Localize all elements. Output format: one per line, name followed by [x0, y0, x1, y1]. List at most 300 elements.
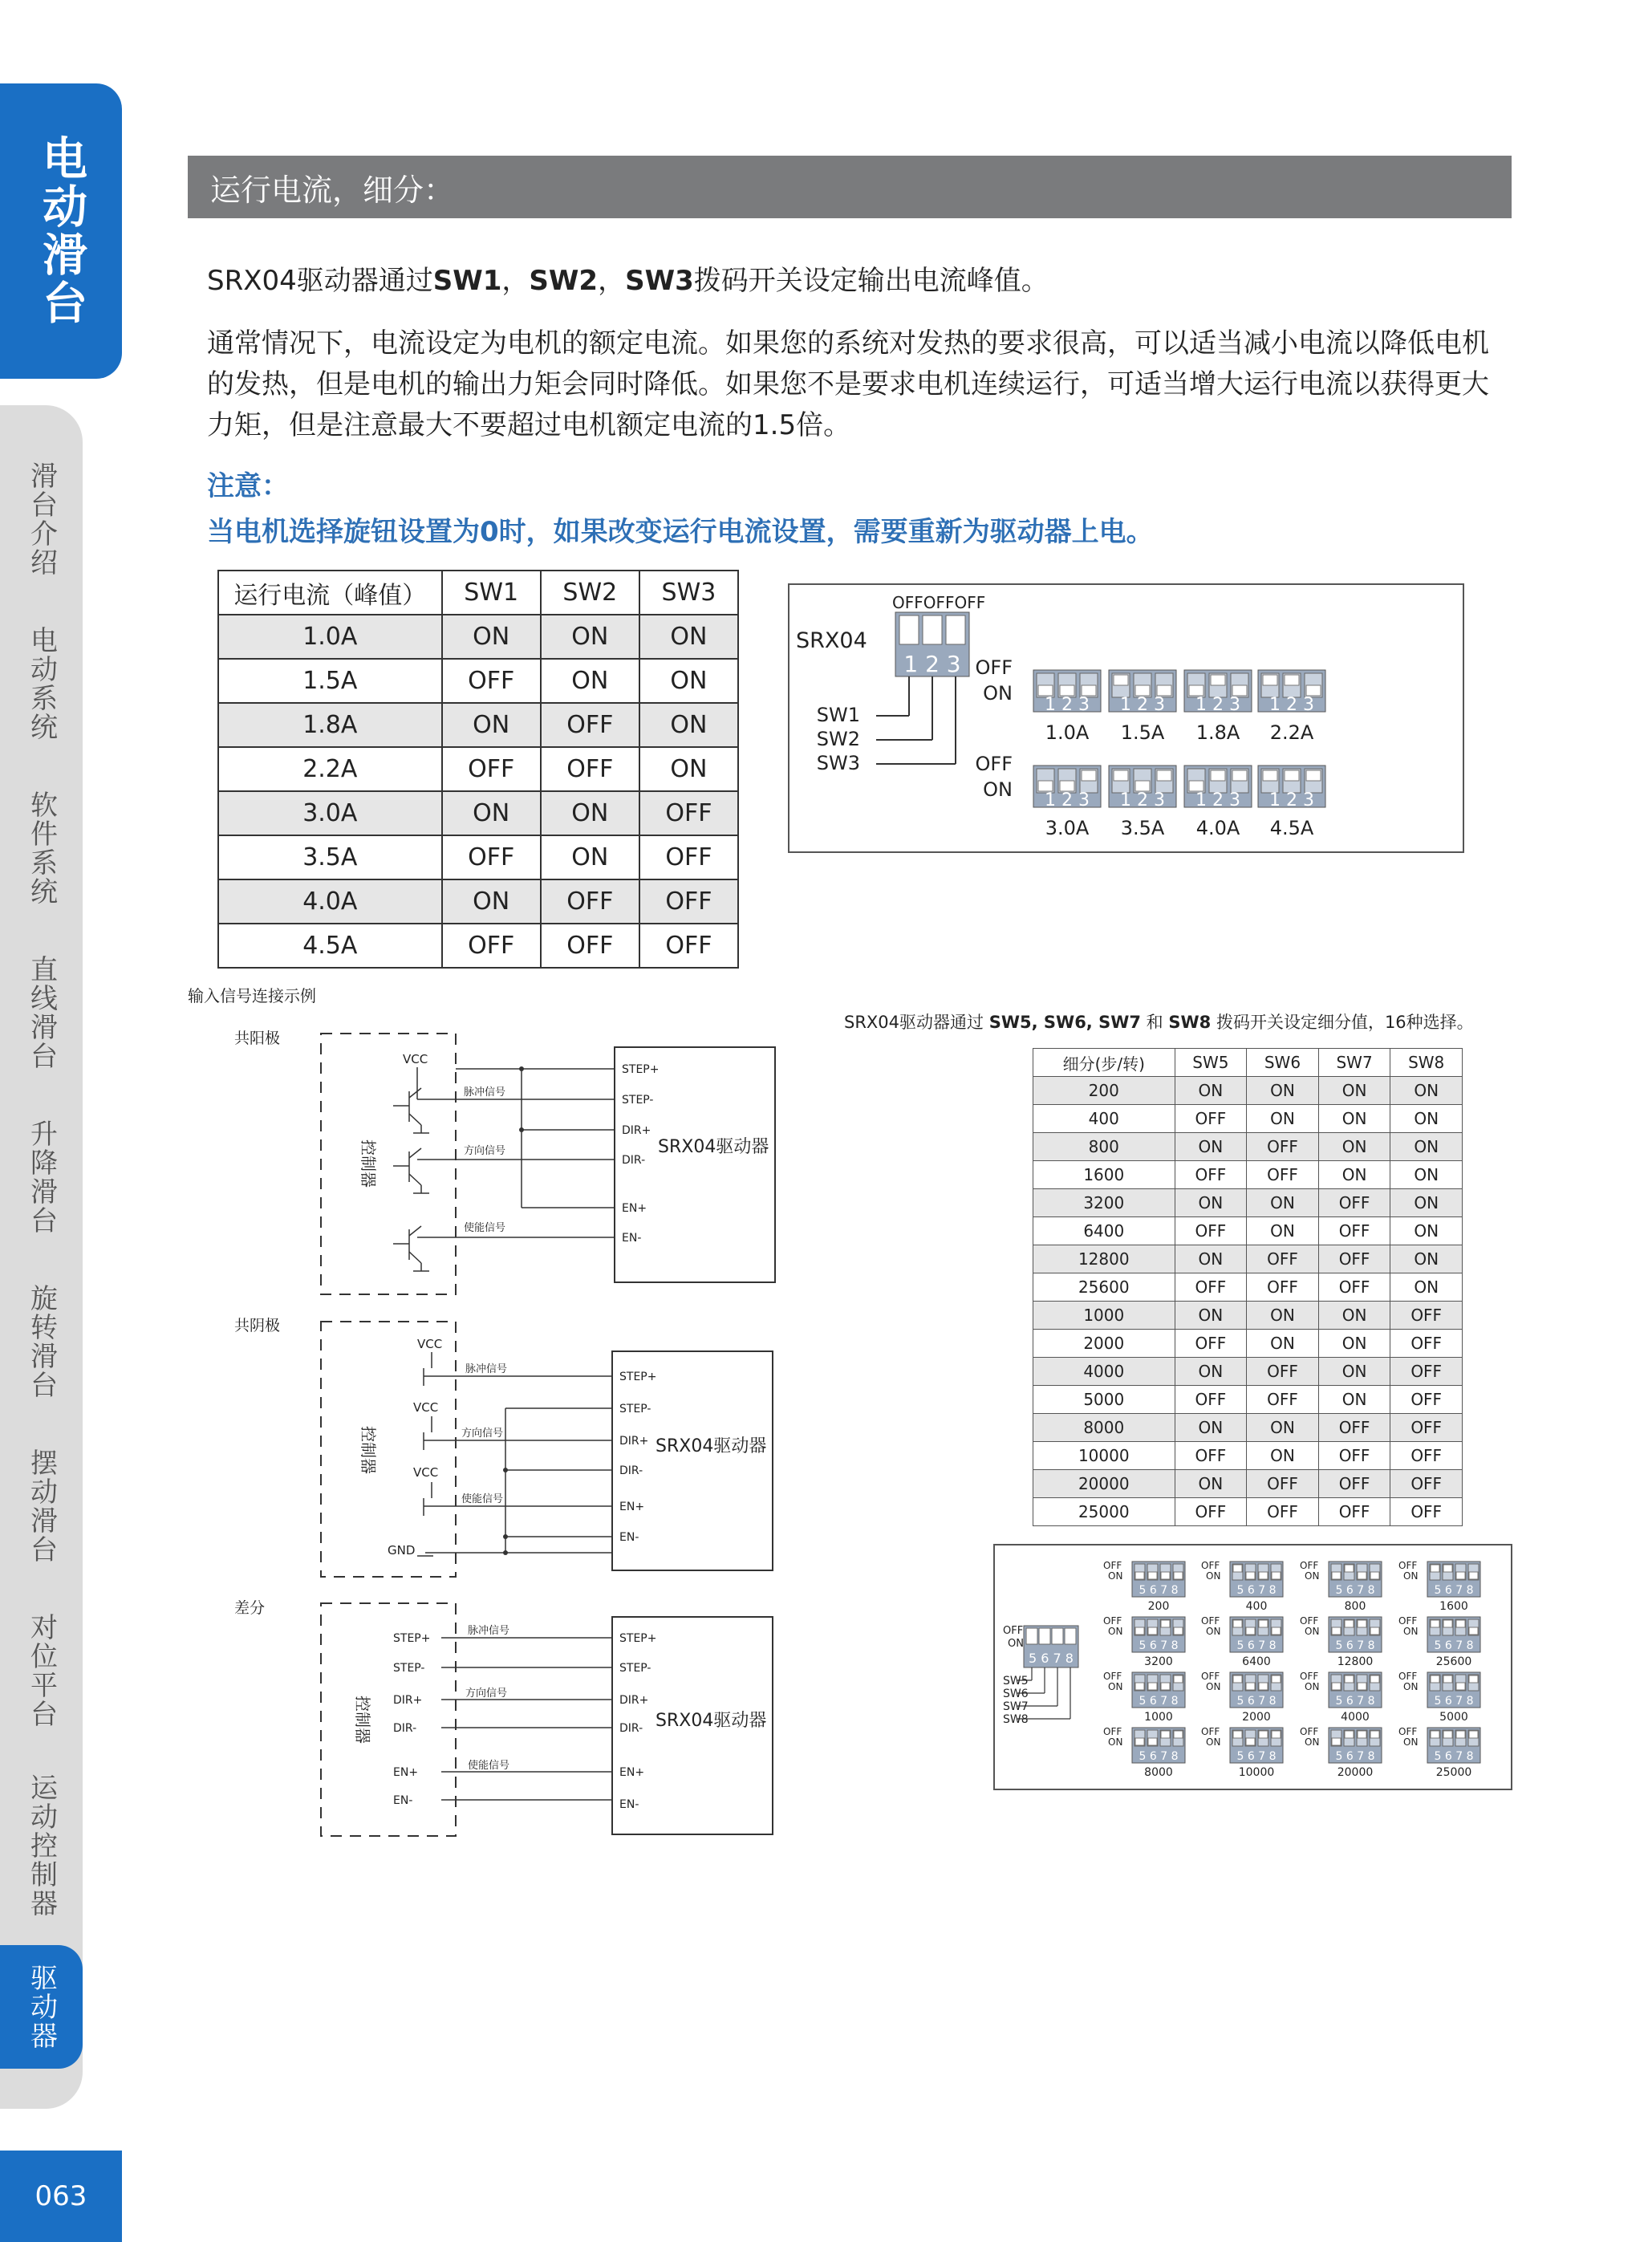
table-cell: 4.0A: [218, 879, 442, 924]
off-label: OFF: [975, 753, 1013, 775]
sidebar-item-label: 滑台介绍: [25, 461, 58, 577]
table-row: [218, 703, 738, 747]
table-cell: OFF: [1318, 1442, 1390, 1470]
dip-digits: 5 6 7 8: [1434, 1750, 1474, 1763]
table-cell: ON: [1318, 1358, 1390, 1386]
dip-digits: 5 6 7 8: [1236, 1584, 1277, 1597]
table-cell: OFF: [1175, 1105, 1247, 1133]
sidebar-item-intro[interactable]: [0, 461, 83, 577]
sidebar-item-label: 旋转滑台: [25, 1284, 58, 1399]
table-cell: OFF: [1247, 1161, 1319, 1189]
pulse-signal-label: 脉冲信号: [468, 1625, 510, 1637]
table-cell: OFF: [1318, 1189, 1390, 1217]
dip-value-label: 4.5A: [1269, 817, 1314, 839]
table-cell: ON: [1247, 1330, 1319, 1358]
on-label: ON: [1403, 1736, 1419, 1748]
note-title: 注意：: [207, 470, 289, 502]
dip-value-label: 3200: [1144, 1655, 1173, 1668]
section-title: 运行电流，细分：: [210, 172, 455, 208]
dip-digits: 5 6 7 8: [1139, 1639, 1179, 1652]
sw1-label: SW1: [816, 704, 860, 726]
table-cell: 800: [1033, 1133, 1175, 1161]
note-text: 当电机选择旋钮设置为0时，如果改变运行电流设置，需要重新为驱动器上电。: [207, 516, 1154, 548]
table-cell: ON: [1318, 1330, 1390, 1358]
table-row: [1033, 1442, 1463, 1470]
dip-digits: 5 6 7 8: [1434, 1639, 1474, 1652]
table-cell: OFF: [1318, 1245, 1390, 1273]
table-cell: ON: [1390, 1217, 1463, 1245]
table-row: [218, 924, 738, 968]
pin-en-plus: EN+: [622, 1202, 647, 1215]
table-cell: 25600: [1033, 1273, 1175, 1302]
table-row: [218, 747, 738, 791]
table-cell: ON: [442, 879, 541, 924]
micro-caption: [844, 1009, 1474, 1034]
intro-text: [207, 261, 1507, 302]
dip-value-label: 2.2A: [1269, 721, 1314, 744]
caption-text: 拨码开关设定细分值，16种选择。: [1211, 1013, 1474, 1032]
dip-digits: 5 6 7 8: [1029, 1651, 1074, 1666]
table-cell: ON: [1247, 1105, 1319, 1133]
sidebar-item-label: 运动控制器: [25, 1773, 58, 1918]
dip-value-label: 5000: [1439, 1711, 1468, 1724]
table-row: [218, 791, 738, 835]
table-cell: ON: [1247, 1217, 1319, 1245]
ctrl-en-minus: EN-: [393, 1794, 413, 1807]
page-number: 063: [0, 2151, 122, 2242]
dip-digits: 5 6 7 8: [1335, 1750, 1375, 1763]
table-cell: ON: [1175, 1245, 1247, 1273]
table-cell: ON: [541, 659, 639, 703]
dip-value-label: 1000: [1144, 1711, 1173, 1724]
table-cell: ON: [1175, 1358, 1247, 1386]
table-row: [1033, 1077, 1463, 1105]
table-cell: 3200: [1033, 1189, 1175, 1217]
sidebar-item-linear-stage[interactable]: [0, 955, 83, 1070]
table-cell: 1600: [1033, 1161, 1175, 1189]
dip-digits: 5 6 7 8: [1236, 1639, 1277, 1652]
sidebar-item-electric-system[interactable]: [0, 626, 83, 741]
sidebar-item-alignment-platform[interactable]: [0, 1613, 83, 1728]
pin-dir-plus: DIR+: [619, 1694, 649, 1707]
table-cell: ON: [442, 791, 541, 835]
table-header: SW1: [442, 571, 541, 615]
table-cell: ON: [1318, 1302, 1390, 1330]
off-label: OFF: [1398, 1726, 1418, 1737]
on-label: ON: [1305, 1570, 1320, 1582]
table-cell: OFF: [1390, 1442, 1463, 1470]
table-cell: ON: [442, 703, 541, 747]
table-cell: OFF: [1390, 1414, 1463, 1442]
controller-label: 控制器: [359, 1139, 378, 1188]
table-cell: OFF: [1390, 1330, 1463, 1358]
caption-bold: SW8: [1168, 1013, 1212, 1032]
table-cell: ON: [1175, 1414, 1247, 1442]
table-cell: ON: [1247, 1302, 1319, 1330]
table-cell: 1.0A: [218, 615, 442, 659]
table-cell: 25000: [1033, 1498, 1175, 1526]
pin-step-minus: STEP-: [619, 1662, 651, 1675]
table-row: [218, 879, 738, 924]
table-cell: 20000: [1033, 1470, 1175, 1498]
intro-sep: ，: [501, 265, 530, 297]
common-anode-label: 共阳极: [234, 1030, 281, 1047]
table-cell: ON: [1175, 1133, 1247, 1161]
caption-bold: SW5, SW6, SW7: [988, 1013, 1141, 1032]
dip-value-label: 400: [1245, 1600, 1268, 1613]
table-cell: OFF: [442, 659, 541, 703]
table-cell: ON: [1318, 1133, 1390, 1161]
table-cell: OFF: [639, 924, 738, 968]
dip-value-label: 12800: [1337, 1655, 1374, 1668]
table-cell: OFF: [1318, 1470, 1390, 1498]
brand-tab[interactable]: [0, 83, 122, 379]
intro-post: 拨码开关设定输出电流峰值。: [693, 265, 1049, 297]
table-row: [1033, 1105, 1463, 1133]
table-cell: OFF: [639, 791, 738, 835]
dip-value-label: 200: [1147, 1600, 1170, 1613]
table-cell: OFF: [1390, 1302, 1463, 1330]
dip-digits: 5 6 7 8: [1335, 1584, 1375, 1597]
table-cell: OFF: [1318, 1498, 1390, 1526]
table-cell: 2.2A: [218, 747, 442, 791]
caption-text: 和: [1141, 1013, 1169, 1032]
dip-digits: 5 6 7 8: [1335, 1695, 1375, 1708]
on-label: ON: [1305, 1626, 1320, 1637]
on-label: ON: [1305, 1736, 1320, 1748]
table-header: SW8: [1390, 1049, 1463, 1077]
table-header: 细分(步/转): [1033, 1049, 1175, 1077]
dip-digits: 5 6 7 8: [1236, 1695, 1277, 1708]
table-cell: ON: [1247, 1414, 1319, 1442]
off-label: OFF: [1201, 1560, 1220, 1571]
brand-label: 电动滑台: [35, 135, 87, 327]
table-header: SW2: [541, 571, 639, 615]
vcc-label: VCC: [417, 1337, 443, 1351]
table-cell: ON: [639, 747, 738, 791]
dip-digits: 1 2 3: [1120, 695, 1165, 715]
gnd-label: GND: [388, 1543, 416, 1558]
table-cell: OFF: [1175, 1386, 1247, 1414]
table-cell: OFF: [442, 924, 541, 968]
dip-switch-main: [1024, 1626, 1078, 1667]
table-cell: OFF: [442, 747, 541, 791]
table-cell: 8000: [1033, 1414, 1175, 1442]
sidebar-item-label: 对位平台: [25, 1613, 58, 1728]
table-cell: 12800: [1033, 1245, 1175, 1273]
pin-step-plus: STEP+: [619, 1632, 657, 1645]
table-header: SW7: [1318, 1049, 1390, 1077]
dip-value-label: 25600: [1435, 1655, 1472, 1668]
table-cell: ON: [1318, 1077, 1390, 1105]
table-cell: OFF: [1247, 1273, 1319, 1302]
dip-value-label: 3.5A: [1120, 817, 1165, 839]
table-cell: ON: [1175, 1302, 1247, 1330]
table-cell: OFF: [1318, 1414, 1390, 1442]
on-label: ON: [1206, 1736, 1221, 1748]
table-cell: OFF: [1247, 1470, 1319, 1498]
on-label: ON: [1206, 1681, 1221, 1692]
pulse-signal-label: 脉冲信号: [464, 1086, 506, 1099]
pin-en-plus: EN+: [619, 1501, 645, 1513]
table-cell: OFF: [1175, 1330, 1247, 1358]
table-cell: OFF: [541, 747, 639, 791]
table-row: [1033, 1217, 1463, 1245]
table-cell: OFF: [1175, 1498, 1247, 1526]
off-label: OFF: [1300, 1615, 1319, 1627]
table-cell: 3.5A: [218, 835, 442, 879]
on-label: ON: [1403, 1626, 1419, 1637]
dip-microstep-figure: [993, 1544, 1512, 1790]
dip-digits: 1 2 3: [903, 651, 961, 677]
table-cell: 1.5A: [218, 659, 442, 703]
table-cell: OFF: [1247, 1133, 1319, 1161]
table-cell: OFF: [1175, 1161, 1247, 1189]
vcc-label: VCC: [403, 1052, 428, 1066]
table-cell: OFF: [1175, 1442, 1247, 1470]
table-cell: ON: [1390, 1077, 1463, 1105]
table-cell: ON: [639, 659, 738, 703]
sw3-label: SW3: [816, 752, 860, 774]
table-cell: OFF: [1247, 1386, 1319, 1414]
table-cell: ON: [1390, 1133, 1463, 1161]
ctrl-step-plus: STEP+: [393, 1632, 431, 1645]
dip-digits: 5 6 7 8: [1335, 1639, 1375, 1652]
off-label: OFF: [1201, 1726, 1220, 1737]
table-header-row: [218, 571, 738, 615]
table-row: [218, 835, 738, 879]
intro-sw3: SW3: [625, 265, 694, 297]
table-header: 运行电流（峰值）: [218, 571, 442, 615]
dip-value-label: 8000: [1144, 1766, 1173, 1779]
on-label: ON: [1108, 1570, 1123, 1582]
table-cell: 4.5A: [218, 924, 442, 968]
off-label: OFF: [1398, 1671, 1418, 1682]
enable-signal-label: 使能信号: [464, 1222, 506, 1234]
pulse-signal-label: 脉冲信号: [465, 1363, 508, 1375]
table-cell: 1000: [1033, 1302, 1175, 1330]
caption-text: SRX04驱动器通过: [844, 1013, 989, 1032]
table-cell: ON: [1175, 1077, 1247, 1105]
table-cell: OFF: [1390, 1498, 1463, 1526]
driver-label: SRX04驱动器: [656, 1436, 767, 1456]
off-label: OFF: [1103, 1726, 1122, 1737]
pin-dir-minus: DIR-: [619, 1722, 643, 1735]
sidebar-item-driver[interactable]: [0, 1945, 83, 2069]
sidebar-item-lift-stage[interactable]: [0, 1119, 83, 1235]
table-cell: ON: [1247, 1442, 1319, 1470]
table-cell: ON: [1247, 1189, 1319, 1217]
pin-en-minus: EN-: [619, 1531, 639, 1544]
on-label: ON: [1206, 1626, 1221, 1637]
sidebar-item-motion-controller[interactable]: [0, 1773, 83, 1918]
sidebar-item-rotary-stage[interactable]: [0, 1284, 83, 1399]
off-label: OFF: [1201, 1615, 1220, 1627]
ctrl-dir-plus: DIR+: [393, 1694, 423, 1707]
controller-label: 控制器: [359, 1426, 378, 1474]
table-cell: 400: [1033, 1105, 1175, 1133]
table-cell: OFF: [541, 879, 639, 924]
direction-signal-label: 方向信号: [465, 1688, 508, 1700]
enable-signal-label: 使能信号: [461, 1493, 504, 1505]
dip-value-label: 800: [1344, 1600, 1366, 1613]
pin-en-minus: EN-: [622, 1232, 642, 1245]
table-cell: OFF: [541, 924, 639, 968]
dip-value-label: 6400: [1242, 1655, 1271, 1668]
table-cell: OFF: [1175, 1273, 1247, 1302]
table-cell: ON: [1175, 1470, 1247, 1498]
ctrl-step-minus: STEP-: [393, 1662, 425, 1675]
table-cell: 6400: [1033, 1217, 1175, 1245]
pin-step-plus: STEP+: [622, 1063, 660, 1076]
off-label: OFF: [1103, 1560, 1122, 1571]
dip-digits: 5 6 7 8: [1236, 1750, 1277, 1763]
table-cell: OFF: [639, 879, 738, 924]
table-row: [1033, 1189, 1463, 1217]
table-row: [1033, 1161, 1463, 1189]
table-row: [1033, 1358, 1463, 1386]
table-row: [1033, 1330, 1463, 1358]
table-cell: ON: [1318, 1386, 1390, 1414]
table-cell: OFF: [541, 703, 639, 747]
table-cell: ON: [541, 615, 639, 659]
sidebar-item-label: 驱动器: [25, 1964, 58, 2050]
off-label: OFF: [1201, 1671, 1220, 1682]
table-cell: 1.8A: [218, 703, 442, 747]
table-cell: ON: [442, 615, 541, 659]
sidebar-item-label: 摆动滑台: [25, 1448, 58, 1564]
pin-dir-minus: DIR-: [619, 1464, 643, 1477]
pin-dir-minus: DIR-: [622, 1154, 646, 1167]
dip-value-label: 10000: [1238, 1766, 1275, 1779]
table-cell: OFF: [1247, 1245, 1319, 1273]
dip-digits: 1 2 3: [1195, 790, 1240, 810]
on-label: ON: [983, 778, 1013, 801]
table-header-row: [1033, 1049, 1463, 1077]
ctrl-dir-minus: DIR-: [393, 1722, 417, 1735]
dip-digits: 1 2 3: [1195, 695, 1240, 715]
table-row: [1033, 1273, 1463, 1302]
controller-label: 控制器: [353, 1696, 372, 1744]
pin-en-plus: EN+: [619, 1766, 645, 1779]
section-title-bar: [188, 156, 1512, 218]
dip-digits: 1 2 3: [1269, 790, 1314, 810]
wiring-differential: [321, 1603, 773, 1836]
pin-step-minus: STEP-: [619, 1403, 651, 1415]
dip-switch-main: [895, 612, 969, 677]
table-cell: ON: [1318, 1161, 1390, 1189]
direction-signal-label: 方向信号: [461, 1428, 504, 1440]
ctrl-en-plus: EN+: [393, 1766, 419, 1779]
pin-step-plus: STEP+: [619, 1371, 657, 1383]
table-row: [1033, 1414, 1463, 1442]
table-header: SW5: [1175, 1049, 1247, 1077]
table-cell: OFF: [1175, 1217, 1247, 1245]
pin-en-minus: EN-: [619, 1798, 639, 1811]
wiring-common-anode: [321, 1034, 775, 1294]
table-cell: ON: [1175, 1189, 1247, 1217]
sidebar-item-label: 电动系统: [25, 626, 58, 741]
table-cell: 10000: [1033, 1442, 1175, 1470]
dip-value-label: 1.0A: [1045, 721, 1090, 744]
table-cell: OFF: [639, 835, 738, 879]
table-row: [1033, 1302, 1463, 1330]
on-label: ON: [1108, 1736, 1123, 1748]
sidebar-item-swing-stage[interactable]: [0, 1448, 83, 1564]
pin-dir-plus: DIR+: [619, 1435, 649, 1448]
table-cell: ON: [1390, 1161, 1463, 1189]
table-cell: 200: [1033, 1077, 1175, 1105]
sidebar-item-software-system[interactable]: [0, 790, 83, 906]
wiring-title: 输入信号连接示例: [188, 986, 316, 1005]
sw8-label: SW8: [1003, 1713, 1029, 1726]
off-label: OFF: [1103, 1671, 1122, 1682]
table-cell: OFF: [1318, 1217, 1390, 1245]
on-label: ON: [983, 682, 1013, 705]
sidebar-item-label: 软件系统: [25, 790, 58, 906]
table-cell: OFF: [1390, 1358, 1463, 1386]
intro-pre: SRX04驱动器通过: [207, 265, 433, 297]
sw7-label: SW7: [1003, 1700, 1029, 1713]
table-cell: 5000: [1033, 1386, 1175, 1414]
driver-label: SRX04驱动器: [658, 1137, 769, 1157]
on-label: ON: [1403, 1681, 1419, 1692]
table-row: [1033, 1498, 1463, 1526]
on-label: ON: [1403, 1570, 1419, 1582]
off-label: OFF: [1300, 1560, 1319, 1571]
dip-digits: 5 6 7 8: [1139, 1695, 1179, 1708]
sw2-label: SW2: [816, 728, 860, 750]
on-label: ON: [1108, 1681, 1123, 1692]
off-label: OFF: [1398, 1615, 1418, 1627]
table-row: [218, 659, 738, 703]
dip-digits: 1 2 3: [1045, 695, 1090, 715]
enable-signal-label: 使能信号: [468, 1760, 510, 1772]
vcc-label: VCC: [413, 1400, 439, 1415]
dip-value-label: 1.5A: [1120, 721, 1165, 744]
table-cell: ON: [639, 615, 738, 659]
table-cell: ON: [541, 791, 639, 835]
table-header: SW3: [639, 571, 738, 615]
table-cell: OFF: [1318, 1273, 1390, 1302]
body-paragraph: 通常情况下，电流设定为电机的额定电流。如果您的系统对发热的要求很高，可以适当减小电流以降低电机的发热，但是电机的输出力矩会同时降低。如果您不是要求电机连续运行，可适当增大运行电流以获得更大力矩，但是注意最大不要超过电机额定电流的1.5倍。: [207, 327, 1489, 441]
table-cell: ON: [639, 703, 738, 747]
intro-sw1: SW1: [432, 265, 502, 297]
intro-sep: ，: [598, 265, 626, 297]
dip-value-label: 25000: [1435, 1766, 1472, 1779]
table-header: SW6: [1247, 1049, 1319, 1077]
wiring-common-cathode: [321, 1322, 773, 1577]
table-cell: ON: [1390, 1105, 1463, 1133]
sidebar-item-label: 升降滑台: [25, 1119, 58, 1235]
off-label: OFF: [1003, 1625, 1024, 1637]
on-label: ON: [1305, 1681, 1320, 1692]
table-row: [1033, 1470, 1463, 1498]
dip-value-label: 1600: [1439, 1600, 1468, 1613]
table-row: [1033, 1245, 1463, 1273]
table-cell: 2000: [1033, 1330, 1175, 1358]
dip-value-label: 4.0A: [1195, 817, 1240, 839]
differential-label: 差分: [234, 1599, 266, 1617]
dip-digits: 1 2 3: [1120, 790, 1165, 810]
dip-current-figure: [788, 583, 1464, 853]
dip-value-label: 4000: [1341, 1711, 1370, 1724]
off-label: OFF: [975, 656, 1013, 679]
dip-digits: 1 2 3: [1045, 790, 1090, 810]
table-cell: OFF: [442, 835, 541, 879]
wiring-diagrams: [225, 1019, 786, 1842]
table-cell: 4000: [1033, 1358, 1175, 1386]
